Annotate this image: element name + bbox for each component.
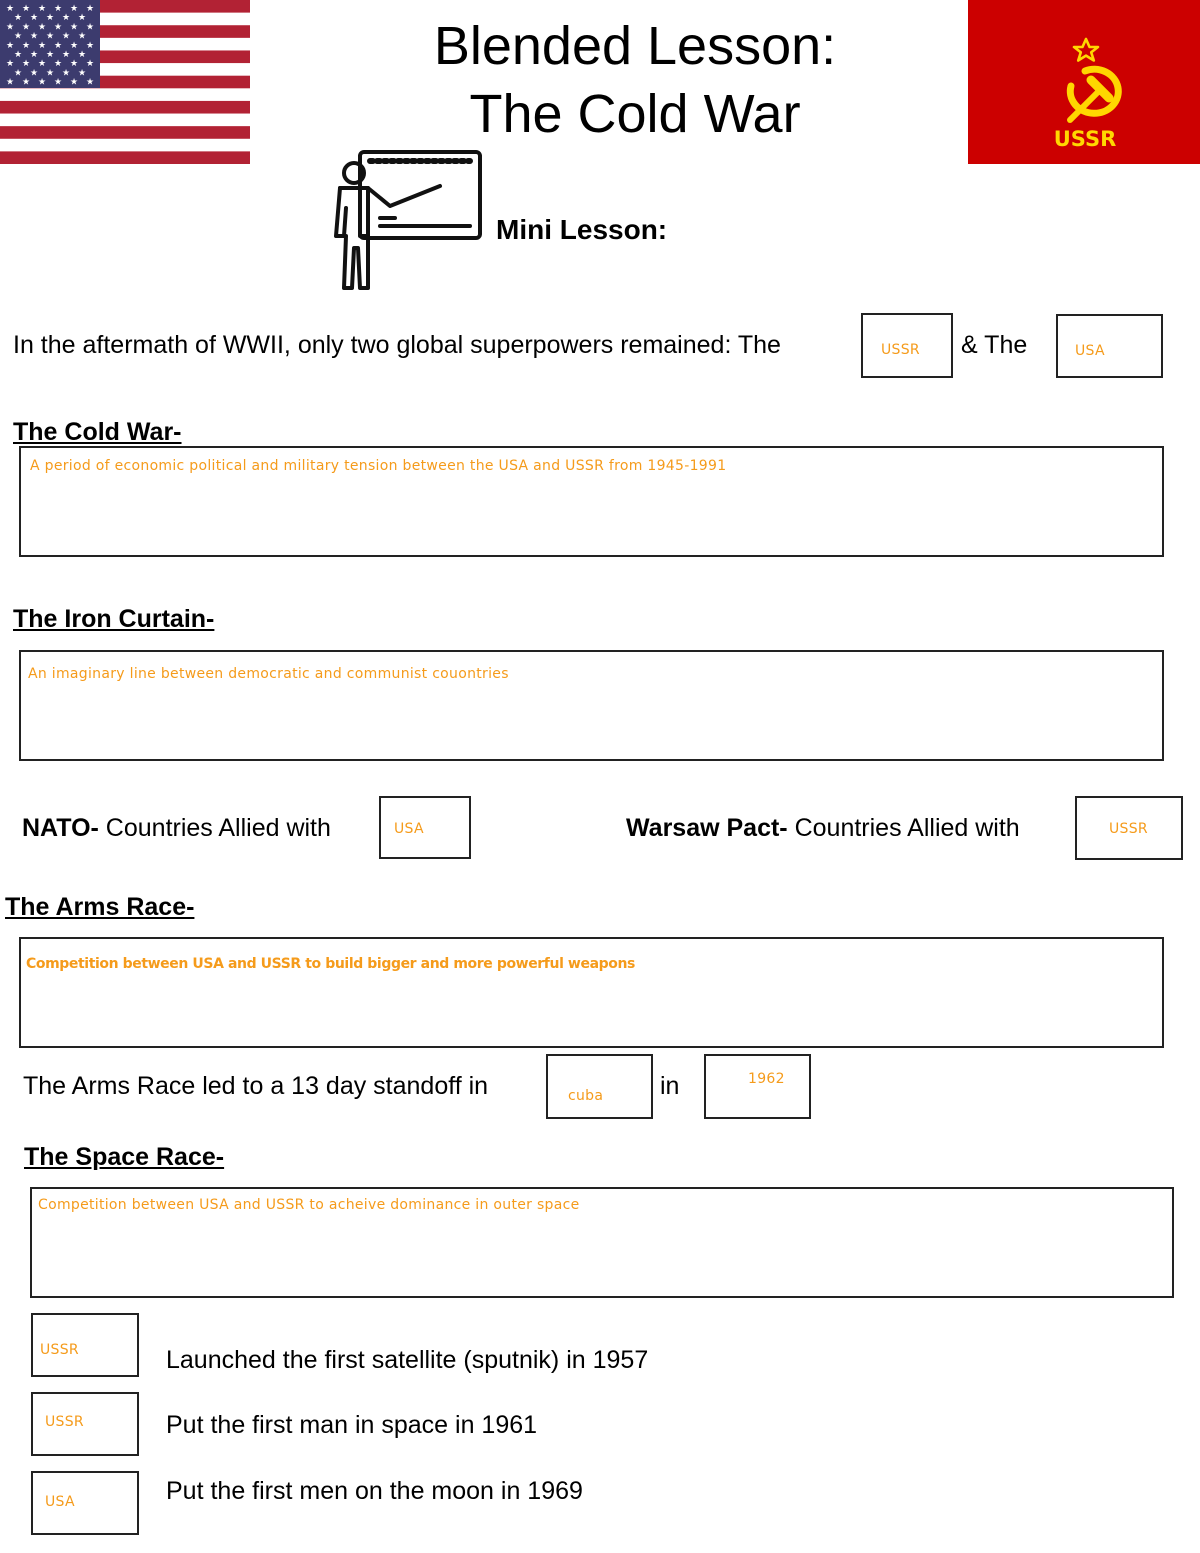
svg-text:★: ★ bbox=[54, 4, 63, 14]
svg-text:★: ★ bbox=[14, 13, 23, 24]
svg-text:★: ★ bbox=[70, 59, 79, 70]
space-item-answer: USSR bbox=[40, 1342, 79, 1358]
cold-war-answer: A period of economic political and military tension between the USA and USSR from 1945-1991 bbox=[30, 458, 727, 474]
svg-text:★: ★ bbox=[14, 31, 23, 42]
space-item-answer: USA bbox=[45, 1494, 75, 1510]
svg-text:★: ★ bbox=[86, 77, 95, 88]
svg-text:★: ★ bbox=[22, 4, 31, 14]
warsaw-line bbox=[626, 814, 1020, 843]
superpowers-prompt: In the aftermath of WWII, only two global superpowers remained: The bbox=[13, 331, 781, 359]
space-item-answer: USSR bbox=[45, 1414, 84, 1430]
svg-text:★: ★ bbox=[78, 31, 87, 42]
svg-text:★: ★ bbox=[22, 77, 31, 88]
svg-text:★: ★ bbox=[22, 40, 31, 51]
svg-text:★: ★ bbox=[14, 68, 23, 79]
arms-race-answer: Competition between USA and USSR to build bigger and more powerful weapons bbox=[26, 956, 635, 972]
svg-text:★: ★ bbox=[54, 77, 63, 88]
svg-text:★: ★ bbox=[78, 68, 87, 79]
superpower-answer-box-2[interactable] bbox=[1056, 314, 1163, 378]
warsaw-label: Warsaw Pact- bbox=[626, 814, 788, 842]
svg-text:★: ★ bbox=[30, 68, 39, 79]
svg-text:★: ★ bbox=[78, 13, 87, 24]
space-race-heading: The Space Race- bbox=[24, 1143, 225, 1171]
svg-text:★: ★ bbox=[54, 59, 63, 70]
nato-text: Countries Allied with bbox=[105, 814, 331, 842]
superpowers-and-text: & The bbox=[961, 331, 1028, 359]
svg-text:★: ★ bbox=[38, 40, 47, 51]
svg-text:★: ★ bbox=[6, 22, 15, 33]
svg-text:★: ★ bbox=[86, 59, 95, 70]
page-title bbox=[335, 12, 935, 148]
svg-text:★: ★ bbox=[86, 22, 95, 33]
nato-answer-box[interactable] bbox=[379, 796, 471, 859]
svg-text:USSR: USSR bbox=[1053, 127, 1117, 151]
standoff-text: The Arms Race led to a 13 day standoff in bbox=[23, 1072, 489, 1100]
svg-text:★: ★ bbox=[38, 22, 47, 33]
arms-race-answer-box[interactable] bbox=[19, 937, 1164, 1048]
svg-text:★: ★ bbox=[86, 40, 95, 51]
svg-text:★: ★ bbox=[6, 4, 15, 14]
svg-text:★: ★ bbox=[62, 31, 71, 42]
standoff-place-answer: cuba bbox=[568, 1088, 604, 1104]
svg-text:★: ★ bbox=[62, 13, 71, 24]
svg-text:★: ★ bbox=[38, 59, 47, 70]
svg-text:★: ★ bbox=[70, 22, 79, 33]
title-line-2: The Cold War bbox=[469, 84, 801, 144]
svg-text:★: ★ bbox=[54, 40, 63, 51]
space-item-text: Put the first man in space in 1961 bbox=[166, 1411, 538, 1439]
svg-text:★: ★ bbox=[6, 40, 15, 51]
ussr-flag bbox=[968, 0, 1200, 164]
arms-race-heading: The Arms Race- bbox=[5, 893, 195, 921]
teacher-presentation-icon bbox=[330, 148, 490, 296]
svg-text:★: ★ bbox=[30, 50, 39, 60]
svg-text:★: ★ bbox=[78, 50, 87, 60]
svg-text:★: ★ bbox=[38, 77, 47, 88]
warsaw-answer: USSR bbox=[1109, 821, 1148, 837]
superpower-answer-1: USSR bbox=[881, 342, 920, 358]
svg-text:★: ★ bbox=[86, 4, 95, 14]
space-race-answer: Competition between USA and USSR to acheive dominance in outer space bbox=[38, 1197, 580, 1213]
standoff-place-box[interactable] bbox=[546, 1054, 653, 1119]
cold-war-heading: The Cold War- bbox=[13, 418, 182, 446]
svg-text:★: ★ bbox=[46, 68, 55, 79]
svg-text:★: ★ bbox=[70, 40, 79, 51]
svg-text:★: ★ bbox=[70, 77, 79, 88]
svg-text:★: ★ bbox=[70, 4, 79, 14]
svg-text:★: ★ bbox=[38, 4, 47, 14]
svg-text:★: ★ bbox=[46, 31, 55, 42]
space-item-text: Launched the first satellite (sputnik) in 1957 bbox=[166, 1346, 649, 1374]
svg-text:★: ★ bbox=[54, 22, 63, 33]
svg-text:★: ★ bbox=[30, 31, 39, 42]
iron-curtain-answer: An imaginary line between democratic and communist couontries bbox=[28, 666, 509, 682]
hammer-and-sickle-icon bbox=[1070, 69, 1118, 120]
space-item-text: Put the first men on the moon in 1969 bbox=[166, 1477, 583, 1505]
standoff-year-answer: 1962 bbox=[748, 1071, 785, 1087]
svg-text:★: ★ bbox=[62, 50, 71, 60]
nato-answer: USA bbox=[394, 821, 424, 837]
nato-label: NATO- bbox=[22, 814, 99, 842]
svg-text:★: ★ bbox=[6, 59, 15, 70]
svg-text:★: ★ bbox=[22, 59, 31, 70]
title-line-1: Blended Lesson: bbox=[433, 16, 837, 76]
svg-text:★: ★ bbox=[6, 77, 15, 88]
svg-text:★: ★ bbox=[30, 13, 39, 24]
iron-curtain-heading: The Iron Curtain- bbox=[13, 605, 215, 633]
svg-text:★: ★ bbox=[22, 22, 31, 33]
svg-text:★: ★ bbox=[46, 50, 55, 60]
us-flag bbox=[0, 0, 250, 164]
warsaw-text: Countries Allied with bbox=[794, 814, 1020, 842]
standoff-in-text: in bbox=[660, 1072, 680, 1100]
mini-lesson-label: Mini Lesson: bbox=[496, 214, 668, 245]
svg-text:★: ★ bbox=[14, 50, 23, 60]
svg-text:★: ★ bbox=[46, 13, 55, 24]
svg-text:★: ★ bbox=[62, 68, 71, 79]
superpower-answer-2: USA bbox=[1075, 343, 1105, 359]
star-icon bbox=[1074, 39, 1098, 61]
nato-line bbox=[22, 814, 331, 843]
